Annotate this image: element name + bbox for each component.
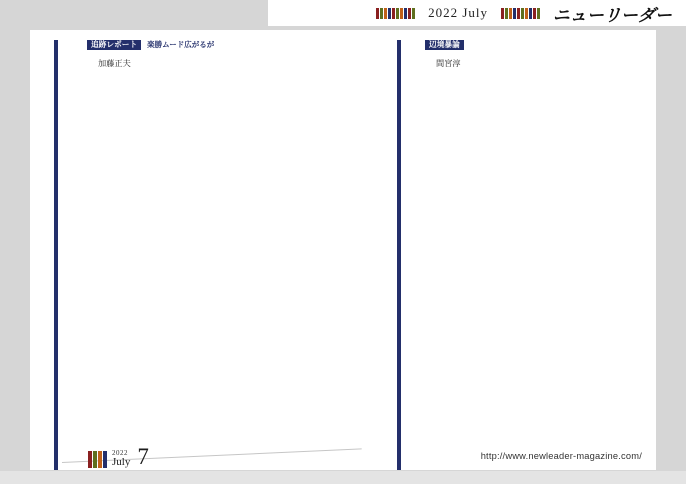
- stripe-bar: [396, 8, 399, 19]
- stripe-bar: [408, 8, 411, 19]
- color-stripes-icon: [376, 8, 415, 19]
- issue-date: 2022 July: [428, 5, 488, 20]
- left-page-section: [54, 40, 343, 471]
- section-tag: 辺境暴論: [425, 40, 464, 50]
- stripe-bar: [509, 8, 512, 19]
- stripe-bar: [404, 8, 407, 19]
- author-name: 加藤正夫: [98, 58, 131, 68]
- stripe-bar: [380, 8, 383, 19]
- stripe-bar: [412, 8, 415, 19]
- stripe-bar: [525, 8, 528, 19]
- stripe-bar: [88, 451, 92, 468]
- stripe-bar: [376, 8, 379, 19]
- color-stripes-icon: [88, 451, 107, 468]
- toc-spread: [30, 30, 656, 470]
- stripe-bar: [400, 8, 403, 19]
- stripe-bar: [98, 451, 102, 468]
- stripe-bar: [103, 451, 107, 468]
- stripe-bar: [537, 8, 540, 19]
- stripe-bar: [521, 8, 524, 19]
- stripe-bar: [505, 8, 508, 19]
- stripe-bar: [517, 8, 520, 19]
- footer-date: [112, 450, 130, 468]
- magazine-url: http://www.newleader-magazine.com/: [480, 451, 642, 461]
- stripe-bar: [533, 8, 536, 19]
- page-number: [466, 51, 649, 470]
- magazine-logo: ニューリーダー: [552, 5, 673, 26]
- footer-month: July: [112, 455, 131, 468]
- stripe-bar: [501, 8, 504, 19]
- bottom-margin-strip: [0, 471, 686, 484]
- toc-line: [87, 40, 338, 51]
- issue-header: [268, 0, 686, 26]
- toc-line: [425, 40, 649, 51]
- stripe-bar: [392, 8, 395, 19]
- section-tag: 追跡レポート: [87, 40, 141, 50]
- issue-footer-logo: [88, 444, 149, 469]
- stripe-bar: [529, 8, 532, 19]
- issue-number: 7: [137, 444, 149, 469]
- toc-left-page: [30, 30, 343, 470]
- stripe-bar: [93, 451, 97, 468]
- color-stripes-icon: [501, 8, 540, 19]
- toc-right-page: [343, 30, 656, 470]
- page-number: [136, 51, 338, 470]
- footer-year: 2022: [112, 448, 128, 457]
- stripe-bar: [388, 8, 391, 19]
- stripe-bar: [384, 8, 387, 19]
- stripe-bar: [513, 8, 516, 19]
- right-top-section: [397, 40, 656, 471]
- author-name: 間宮淳: [436, 58, 461, 68]
- section-note: 楽勝ムード広がるが: [147, 40, 215, 49]
- toc-line: [87, 51, 338, 470]
- toc-line: [425, 51, 649, 470]
